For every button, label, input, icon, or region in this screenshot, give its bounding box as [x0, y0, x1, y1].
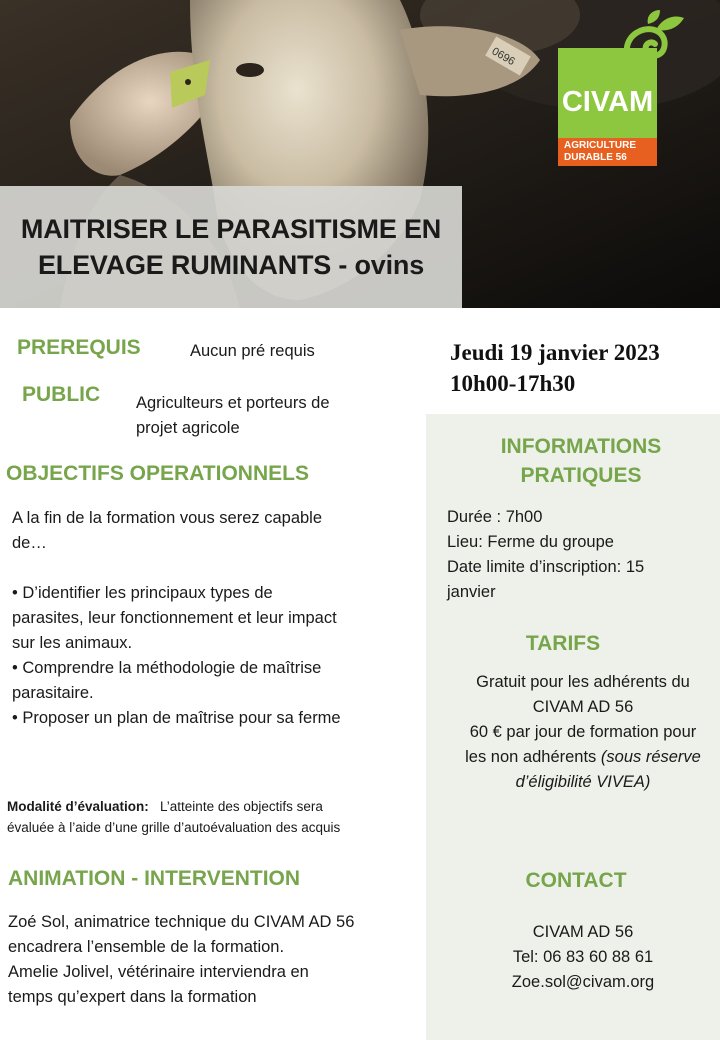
civam-logo — [558, 48, 657, 166]
public-heading: PUBLIC — [22, 383, 101, 406]
evaluation-text-line2: évaluée à l’aide d’une grille d’autoévaluation des acquis — [7, 820, 341, 835]
event-date-line: Jeudi 19 janvier 2023 — [450, 340, 660, 365]
infos-duree: Durée : 7h00 — [447, 508, 543, 526]
tarifs-line: les non adhérents — [465, 748, 597, 766]
contact-email[interactable]: Zoe.sol@civam.org — [511, 973, 655, 991]
evaluation-block — [7, 796, 422, 838]
infos-heading-line2: PRATIQUES — [520, 464, 642, 487]
objectifs-body — [12, 506, 422, 731]
logo-text: CIVAM — [561, 86, 654, 118]
objectifs-intro-line2: de… — [12, 534, 47, 552]
logo-sub-line1: AGRICULTURE — [564, 140, 637, 151]
tarifs-body — [426, 670, 720, 795]
tarifs-heading: TARIFS — [525, 632, 601, 655]
animation-line: temps qu’expert dans la formation — [8, 988, 257, 1006]
prerequis-heading: PREREQUIS — [17, 336, 141, 359]
objectif-line: sur les animaux. — [12, 634, 133, 652]
contact-org: CIVAM AD 56 — [532, 923, 634, 941]
objectifs-heading: OBJECTIFS OPERATIONNELS — [6, 462, 309, 485]
contact-tel: Tel: 06 83 60 88 61 — [512, 948, 654, 966]
tarifs-line-italic: (sous réserve — [600, 748, 701, 766]
objectif-line: • D’identifier les principaux types de — [12, 584, 273, 602]
infos-limite-line1: Date limite d’inscription: 15 — [447, 558, 645, 576]
public-text — [136, 391, 330, 441]
page-title-line2: ELEVAGE RUMINANTS - ovins — [37, 250, 425, 280]
objectif-line: • Proposer un plan de maîtrise pour sa ferme — [12, 709, 341, 727]
objectif-line: • Comprendre la méthodologie de maîtrise — [12, 659, 322, 677]
infos-body — [447, 505, 712, 605]
animation-line: encadrera l’ensemble de la formation. — [8, 938, 285, 956]
objectifs-intro-line1: A la fin de la formation vous serez capable — [12, 509, 323, 527]
evaluation-label: Modalité d’évaluation: — [7, 799, 149, 814]
ear-tag-number: 0696 — [489, 45, 517, 69]
public-text-line1: Agriculteurs et porteurs de — [136, 394, 330, 412]
event-date — [450, 337, 660, 399]
contact-body — [426, 920, 720, 995]
tarifs-line: Gratuit pour les adhérents du — [476, 673, 690, 691]
page-title-line1: MAITRISER LE PARASITISME EN — [20, 214, 442, 244]
objectif-line: parasites, leur fonctionnement et leur impact — [12, 609, 337, 627]
animation-line: Zoé Sol, animatrice technique du CIVAM AD 56 — [8, 913, 355, 931]
infos-limite-line2: janvier — [447, 583, 496, 601]
infos-heading-line1: INFORMATIONS — [500, 435, 662, 458]
infos-lieu: Lieu: Ferme du groupe — [447, 533, 614, 551]
animation-line: Amelie Jolivel, vétérinaire interviendra en — [8, 963, 309, 981]
logo-subtitle — [558, 138, 657, 166]
public-text-line2: projet agricole — [136, 419, 240, 437]
prerequis-text: Aucun pré requis — [190, 342, 315, 360]
contact-heading: CONTACT — [525, 869, 627, 892]
evaluation-text-line1: L’atteinte des objectifs sera — [160, 799, 323, 814]
objectif-line: parasitaire. — [12, 684, 94, 702]
event-time-line: 10h00-17h30 — [450, 371, 576, 396]
animation-body — [8, 910, 423, 1010]
animation-heading: ANIMATION - INTERVENTION — [8, 867, 301, 890]
tarifs-line: CIVAM AD 56 — [532, 698, 634, 716]
title-banner — [0, 186, 462, 308]
tarifs-line: 60 € par jour de formation pour — [469, 723, 697, 741]
tarifs-line-italic: d’éligibilité VIVEA) — [515, 773, 651, 791]
logo-sub-line2: DURABLE 56 — [564, 152, 627, 163]
infos-heading — [426, 432, 720, 490]
